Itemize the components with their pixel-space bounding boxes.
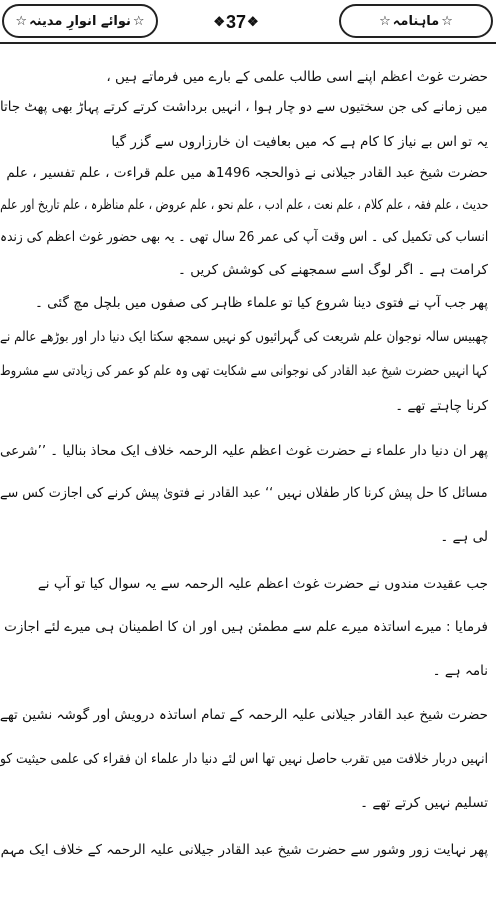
text-line: میں زمانے کی جن سختیوں سے دو چار ہوا ، انہیں برداشت کرتے کرتے پہاڑ بھی پھٹ جاتا — [0, 99, 488, 115]
text-line: چھبیس سالہ نوجوان علم شریعت کی گہرائیوں کو نہیں سمجھ سکتا ایک دنیا دار اور بوڑھے عالم نے — [0, 329, 488, 345]
text-line: نامہ ہے ۔ — [432, 663, 488, 679]
star-icon: ☆ — [15, 13, 28, 29]
text-line: پھر ان دنیا دار علماء نے حضرت غوث اعظم علیہ الرحمہ خلاف ایک محاذ بنالیا ۔ ’’شرعی — [0, 443, 488, 459]
header-divider — [0, 42, 496, 44]
text-line: یہ تو اس بے نیاز کا کام ہے کہ میں بعافیت ان خارزاروں سے گزر گیا — [111, 134, 488, 150]
text-line: مسائل کا حل پیش کرنا کار طفلاں نہیں ‘‘ عبد القادر نے فتویٰ پیش کرنے کی اجازت کس سے — [0, 485, 488, 501]
text-line: کرامت ہے ۔ اگر لوگ اسے سمجھنے کی کوشش کریں ۔ — [178, 262, 488, 278]
ornament-icon: ❖ — [247, 14, 259, 29]
monthly-label: ماہنامہ — [392, 13, 440, 29]
text-line: جب عقیدت مندوں نے حضرت غوث اعظم علیہ الرحمہ سے یہ سوال کیا تو آپ نے — [37, 576, 488, 592]
text-line: حضرت شیخ عبد القادر جیلانی علیہ الرحمہ کے تمام اساتذہ درویش اور گوشہ نشین تھے — [0, 707, 488, 723]
text-line: کرنا چاہتے تھے ۔ — [395, 398, 488, 414]
text-line: پھر جب آپ نے فتوی دینا شروع کیا تو علماء ظاہر کی صفوں میں بلچل مچ گئی ۔ — [34, 295, 488, 311]
ornament-icon: ❖ — [213, 14, 225, 29]
text-line: کہا انہیں حضرت شیخ عبد القادر کی نوجوانی سے شکایت تھی وہ علم کو عمر کی زیادتی سے مشروط — [0, 363, 488, 379]
text-line: حضرت شیخ عبد القادر جیلانی نے ذوالحجہ 1496ھ میں علم قراءت ، علم تفسیر ، علم — [6, 165, 488, 181]
text-line: حدیث ، علم فقہ ، علم کلام ، علم نعت ، علم ادب ، علم نحو ، علم عروض ، علم مناظرہ ، علم تاریخ اور علم — [0, 197, 488, 213]
text-line: فرمایا : میرے اساتذہ میرے علم سے مطمئن ہیں اور ان کا اطمینان ہی میرے لئے اجازت — [4, 619, 488, 635]
article-body — [0, 54, 496, 904]
monthly-label-box — [339, 4, 493, 38]
star-icon: ☆ — [441, 13, 453, 29]
text-line: انساب کی تکمیل کی ۔ اس وقت آپ کی عمر 26 سال تھی ۔ یہ بھی حضور غوث اعظم کی زندہ — [0, 229, 488, 245]
page-number: 37 — [225, 11, 247, 32]
text-line: انہیں دربار خلافت میں تقرب حاصل نہیں تھا اس لئے دنیا دار علماء ان فقراء کی علمی حیثیت کو — [0, 751, 488, 767]
text-line: حضرت غوث اعظم اپنے اسی طالب علمی کے بارے میں فرماتے ہیں ، — [106, 69, 488, 85]
star-icon: ☆ — [132, 13, 145, 29]
text-line: تسلیم نہیں کرتے تھے ۔ — [360, 795, 488, 811]
page-header — [0, 0, 496, 46]
star-icon: ☆ — [379, 13, 391, 29]
magazine-name: نوائے انوارِ مدینہ — [29, 13, 131, 29]
text-line: پھر نہایت زور وشور سے حضرت شیخ عبد القادر جیلانی علیہ الرحمہ کے خلاف ایک مہم — [0, 842, 488, 858]
text-line: لی ہے ۔ — [440, 529, 488, 545]
magazine-name-box — [2, 4, 158, 38]
page-number-box — [205, 10, 267, 34]
